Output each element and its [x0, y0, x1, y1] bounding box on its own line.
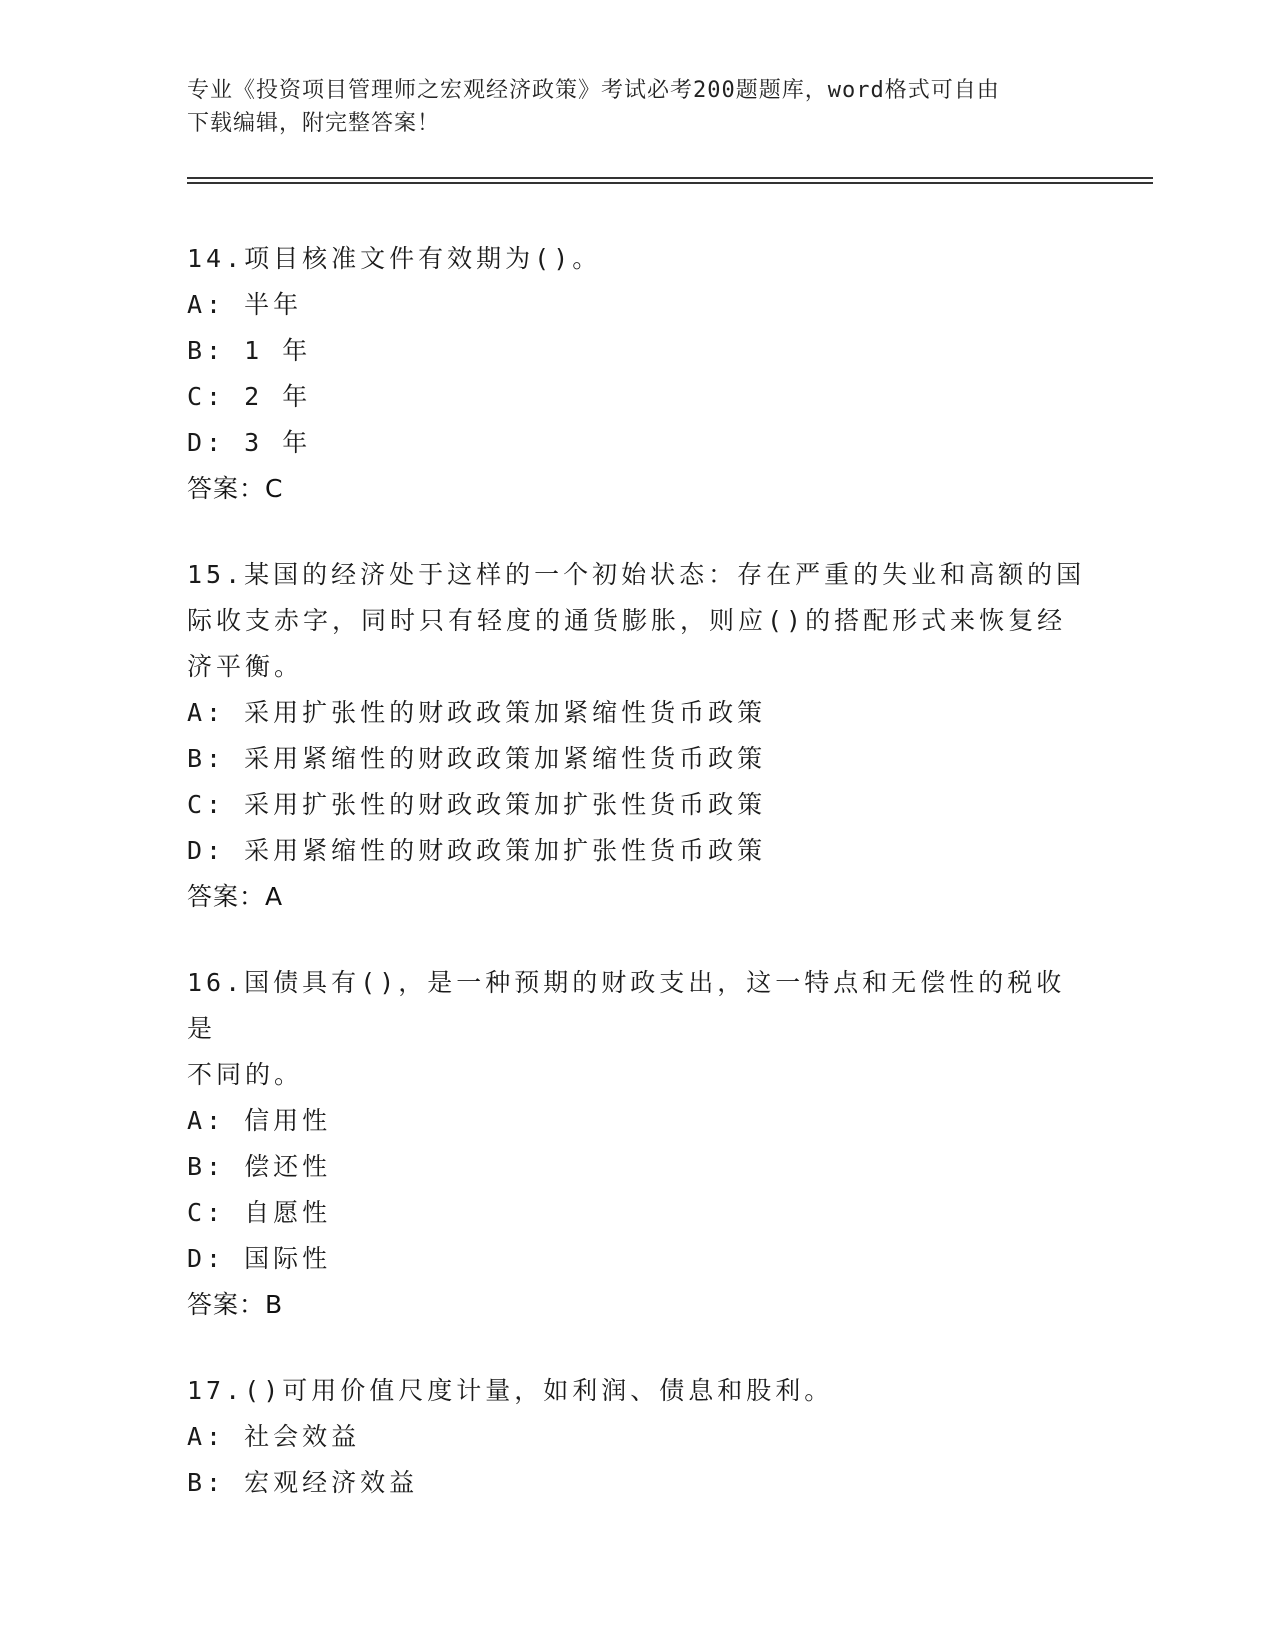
answer-line: 答案：B — [187, 1290, 284, 1319]
question-stem: 16.国债具有()，是一种预期的财政支出，这一特点和无偿性的税收是 — [187, 968, 1066, 1043]
question-stem: 15.某国的经济处于这样的一个初始状态：存在严重的失业和高额的国 — [187, 560, 1086, 589]
option-d: D: 国际性 — [187, 1244, 332, 1273]
header-divider-top — [187, 177, 1153, 179]
option-a: A: 信用性 — [187, 1106, 332, 1135]
answer-line: 答案：C — [187, 474, 284, 503]
header-line-1: 专业《投资项目管理师之宏观经济政策》考试必考200题题库，word格式可自由 — [187, 78, 1000, 103]
question-stem: 17.()可用价值尺度计量，如利润、债息和股利。 — [187, 1376, 834, 1405]
document-header — [187, 74, 1087, 140]
option-d: D: 3 年 — [187, 428, 312, 457]
question-stem: 际收支赤字，同时只有轻度的通货膨胀，则应()的搭配形式来恢复经 — [187, 606, 1067, 635]
question-stem: 14.项目核准文件有效期为()。 — [187, 244, 602, 273]
option-a: A: 社会效益 — [187, 1422, 361, 1451]
question-stem: 不同的。 — [187, 1060, 304, 1089]
option-b: B: 采用紧缩性的财政政策加紧缩性货币政策 — [187, 744, 767, 773]
question-stem: 济平衡。 — [187, 652, 304, 681]
option-d: D: 采用紧缩性的财政政策加扩张性货币政策 — [187, 836, 767, 865]
answer-line: 答案：A — [187, 882, 284, 911]
option-c: C: 采用扩张性的财政政策加扩张性货币政策 — [187, 790, 767, 819]
option-b: B: 1 年 — [187, 336, 312, 365]
option-c: C: 2 年 — [187, 382, 312, 411]
option-a: A: 半年 — [187, 290, 303, 319]
option-b: B: 偿还性 — [187, 1152, 332, 1181]
header-divider-bottom — [187, 182, 1153, 184]
question-17 — [187, 1368, 1087, 1506]
question-15 — [187, 552, 1087, 920]
question-list — [187, 236, 1087, 1546]
option-b: B: 宏观经济效益 — [187, 1468, 419, 1497]
option-c: C: 自愿性 — [187, 1198, 332, 1227]
header-line-2: 下载编辑，附完整答案！ — [187, 111, 441, 136]
question-16 — [187, 960, 1087, 1328]
option-a: A: 采用扩张性的财政政策加紧缩性货币政策 — [187, 698, 767, 727]
question-14 — [187, 236, 1087, 512]
